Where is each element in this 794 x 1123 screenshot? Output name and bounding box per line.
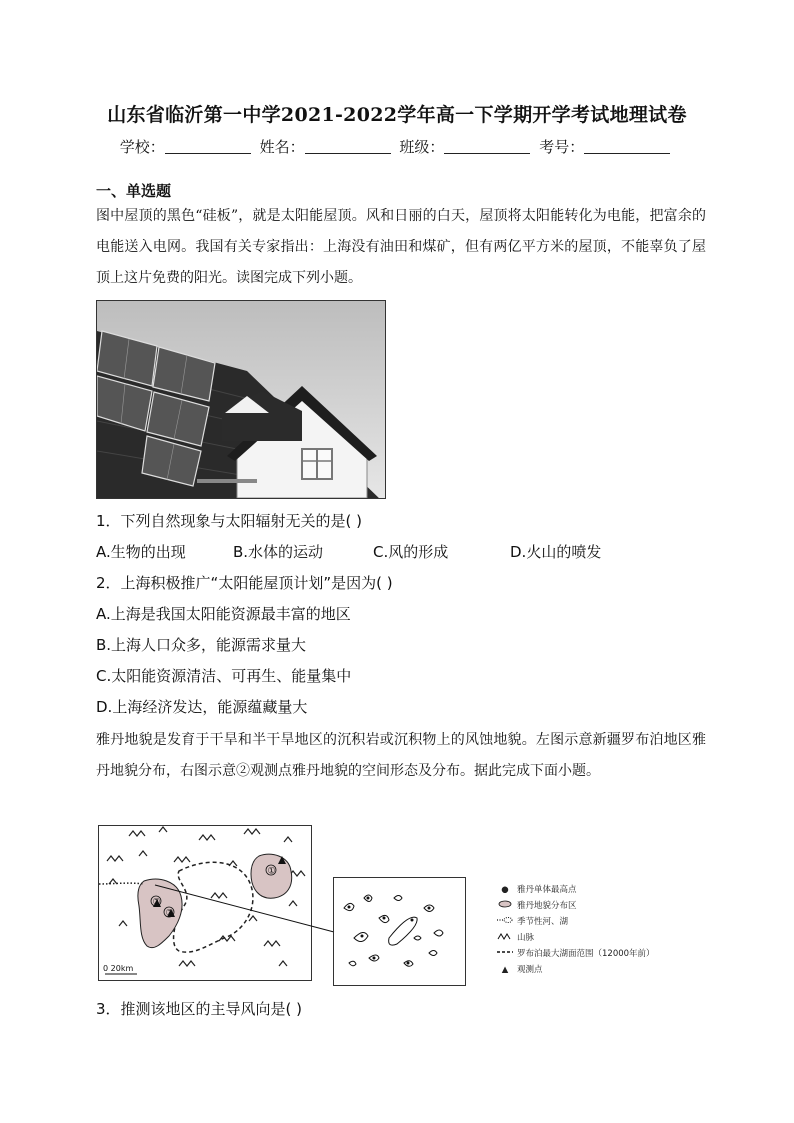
- legend-item-river-lake: 季节性河、湖: [497, 915, 568, 927]
- q2-option-a[interactable]: A.上海是我国太阳能资源最丰富的地区: [96, 605, 351, 623]
- class-label: 班级：: [399, 138, 445, 156]
- passage-solar: 图中屋顶的黑色“硅板”，就是太阳能屋顶。风和日丽的白天，屋顶将太阳能转化为电能，把富余的电能送入电网。我国有关专家指出：上海没有油田和煤矿，但有两亿平方米的屋顶，不能辜负了屋顶上这片免费的阳光。读图完成下列小题。: [96, 208, 706, 286]
- q2-option-b[interactable]: B.上海人口众多，能源需求量大: [96, 636, 307, 654]
- legend-item-max-lake: 罗布泊最大湖面范围（12000年前）: [497, 947, 655, 959]
- student-info-row: [0, 136, 794, 157]
- dashed-line-icon: [497, 948, 513, 959]
- question-2: 2．上海积极推广“太阳能屋顶计划”是因为( ): [96, 574, 393, 592]
- legend-item-observation: ▲ 观测点: [497, 963, 543, 975]
- point-3-label: ③: [165, 908, 174, 919]
- river-icon: [497, 916, 513, 927]
- mountain-icon: [497, 932, 513, 943]
- q1-option-d[interactable]: D.火山的喷发: [510, 543, 602, 561]
- connector-line: [150, 880, 340, 940]
- name-label: 姓名：: [259, 138, 305, 156]
- exam-number-label: 考号：: [539, 138, 585, 156]
- question-1: 1．下列自然现象与太阳辐射无关的是( ): [96, 512, 363, 530]
- legend-item-highest-point: ● 雅丹单体最高点: [497, 883, 577, 895]
- school-label: 学校：: [119, 138, 165, 156]
- solar-roof-photo: [96, 300, 386, 499]
- scale-label: 0 20km: [103, 964, 134, 973]
- passage-yardang: 雅丹地貌是发育于干旱和半干旱地区的沉积岩或沉积物上的风蚀地貌。左图示意新疆罗布泊地区雅丹地貌分布，右图示意②观测点雅丹地貌的空间形态及分布。据此完成下面小题。: [96, 732, 706, 779]
- question-3: 3．推测该地区的主导风向是( ): [96, 1000, 303, 1018]
- class-blank[interactable]: [444, 139, 530, 154]
- legend-item-yardang-area: 雅丹地貌分布区: [497, 899, 577, 911]
- section-heading: 一、单选题: [96, 182, 172, 200]
- exam-number-blank[interactable]: [584, 139, 670, 154]
- dot-icon: ●: [501, 885, 509, 895]
- page-title: 山东省临沂第一中学2021-2022学年高一下学期开学考试地理试卷: [107, 104, 687, 126]
- q2-option-c[interactable]: C.太阳能资源清洁、可再生、能量集中: [96, 667, 352, 685]
- q1-option-a[interactable]: A.生物的出现: [96, 543, 186, 561]
- river: [99, 883, 144, 884]
- point-2-label: ②: [152, 897, 161, 908]
- q1-option-b[interactable]: B.水体的运动: [233, 543, 324, 561]
- area-icon: [497, 900, 513, 911]
- name-blank[interactable]: [305, 139, 391, 154]
- yardang-inset-map: [333, 877, 466, 986]
- q2-option-d[interactable]: D.上海经济发达，能源蕴藏量大: [96, 698, 308, 716]
- point-1-label: ①: [267, 866, 276, 877]
- q1-option-c[interactable]: C.风的形成: [373, 543, 449, 561]
- school-blank[interactable]: [165, 139, 251, 154]
- triangle-icon: ▲: [501, 965, 509, 975]
- legend-item-mountain: 山脉: [497, 931, 534, 943]
